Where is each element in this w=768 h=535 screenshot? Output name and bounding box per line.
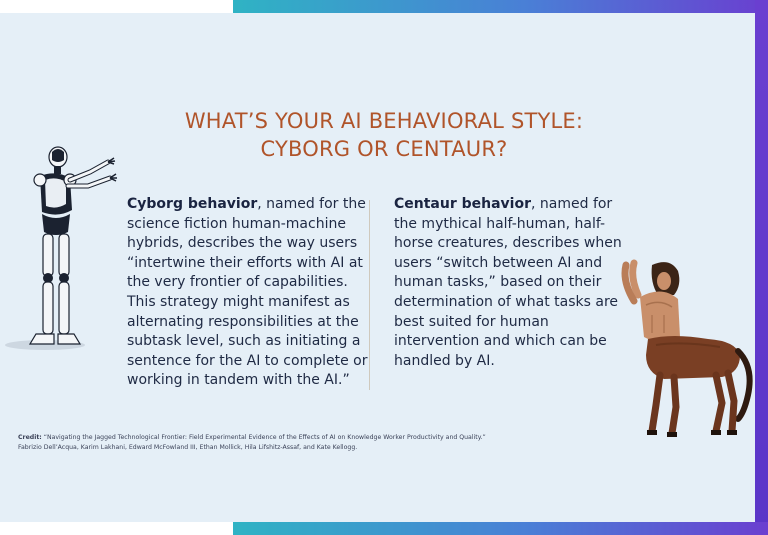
credit-note	[18, 433, 538, 452]
cyborg-text: , named for the science fiction human-machine hybrids, describes the way users “intertwine their efforts with AI at the very frontier of capabilities. This strategy might manifest as alternating responsibilities at the subtask level, such as initiating a sentence for the AI to complete or working in tandem with the AI.”	[127, 196, 368, 389]
centaur-text: , named for the mythical half-human, half-horse creatures, describes when users “switch between AI and human tasks,” based on their determination of what tasks are best suited for human intervention and which can be handled by AI.	[394, 196, 622, 369]
credit-citation: “Navigating the Jagged Technological Frontier: Field Experimental Evidence of the Effects of AI on Knowledge Worker Productivity and Quality.”	[41, 434, 486, 441]
credit-label: Credit:	[18, 434, 42, 441]
centaur-description	[394, 195, 629, 371]
title-line-1: WHAT’S YOUR AI BEHAVIORAL STYLE:	[184, 109, 584, 133]
robot-illustration	[0, 140, 125, 355]
top-frame-bar	[233, 0, 768, 13]
centaur-heading: Centaur behavior	[394, 196, 531, 212]
cyborg-heading: Cyborg behavior	[127, 196, 258, 212]
centaur-illustration	[612, 255, 757, 440]
credit-authors: Fabrizio Dell’Acqua, Karim Lakhani, Edward McFowland III, Ethan Mollick, Hila Lifshitz-Assaf, and Kate Kellogg.	[18, 443, 358, 451]
cyborg-description	[127, 195, 372, 391]
title-line-2: CYBORG OR CENTAUR?	[260, 137, 508, 161]
column-divider	[369, 200, 370, 390]
bottom-frame-bar	[233, 522, 768, 535]
